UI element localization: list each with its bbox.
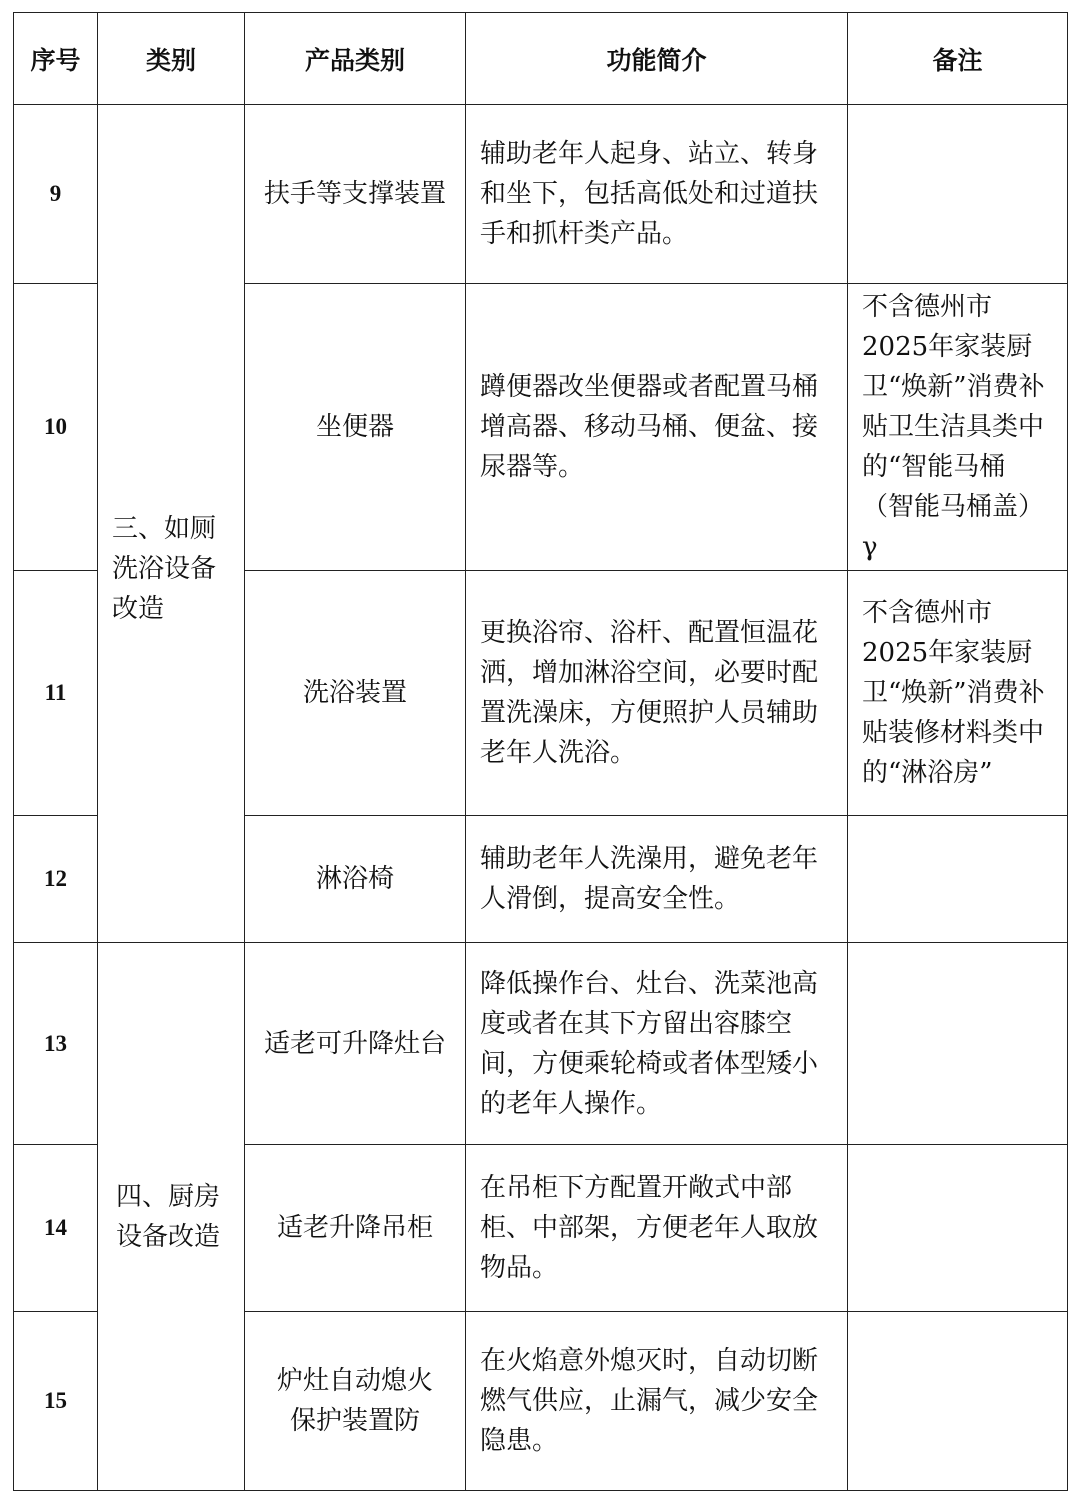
row-function: 在吊柜下方配置开敞式中部柜、中部架，方便老年人取放物品。 <box>466 1145 848 1312</box>
table-row <box>14 105 1068 284</box>
table-row <box>14 943 1068 1145</box>
row-function: 辅助老年人洗澡用，避免老年人滑倒，提高安全性。 <box>466 816 848 943</box>
row-product: 淋浴椅 <box>245 816 466 943</box>
category-label: 三、如厕洗浴设备改造 <box>112 513 217 624</box>
row-seq: 9 <box>14 105 98 284</box>
row-remark <box>848 105 1068 284</box>
header-remark: 备注 <box>848 13 1068 105</box>
row-function: 辅助老年人起身、站立、转身和坐下，包括高低处和过道扶手和抓杆类产品。 <box>466 105 848 284</box>
row-remark <box>848 1145 1068 1312</box>
header-seq: 序号 <box>14 13 98 105</box>
row-remark <box>848 943 1068 1145</box>
row-function: 蹲便器改坐便器或者配置马桶增高器、移动马桶、便盆、接尿器等。 <box>466 284 848 571</box>
row-product: 坐便器 <box>245 284 466 571</box>
row-seq: 11 <box>14 571 98 816</box>
row-seq: 14 <box>14 1145 98 1312</box>
category-cell <box>98 105 245 943</box>
row-function: 降低操作台、灶台、洗菜池高度或者在其下方留出容膝空间，方便乘轮椅或者体型矮小的老年人操作。 <box>466 943 848 1145</box>
row-product: 炉灶自动熄火保护装置防 <box>245 1312 466 1491</box>
row-product: 适老升降吊柜 <box>245 1145 466 1312</box>
product-table <box>13 12 1068 1491</box>
row-product: 适老可升降灶台 <box>245 943 466 1145</box>
category-label: 四、厨房设备改造 <box>116 1181 221 1252</box>
header-product: 产品类别 <box>245 13 466 105</box>
row-seq: 13 <box>14 943 98 1145</box>
row-function: 在火焰意外熄灭时，自动切断燃气供应，止漏气，减少安全隐患。 <box>466 1312 848 1491</box>
header-function: 功能简介 <box>466 13 848 105</box>
row-remark: 不含德州市2025年家装厨卫“焕新”消费补贴装修材料类中的“淋浴房” <box>848 571 1068 816</box>
row-remark: 不含德州市2025年家装厨卫“焕新”消费补贴卫生洁具类中的“智能马桶（智能马桶盖）γ <box>848 284 1068 571</box>
row-seq: 12 <box>14 816 98 943</box>
row-product: 洗浴装置 <box>245 571 466 816</box>
row-product: 扶手等支撑装置 <box>245 105 466 284</box>
header-category: 类别 <box>98 13 245 105</box>
row-seq: 10 <box>14 284 98 571</box>
row-function: 更换浴帘、浴杆、配置恒温花洒，增加淋浴空间，必要时配置洗澡床，方便照护人员辅助老年人洗浴。 <box>466 571 848 816</box>
header-row <box>14 13 1068 105</box>
row-seq: 15 <box>14 1312 98 1491</box>
category-cell <box>98 943 245 1491</box>
row-remark <box>848 1312 1068 1491</box>
row-remark <box>848 816 1068 943</box>
